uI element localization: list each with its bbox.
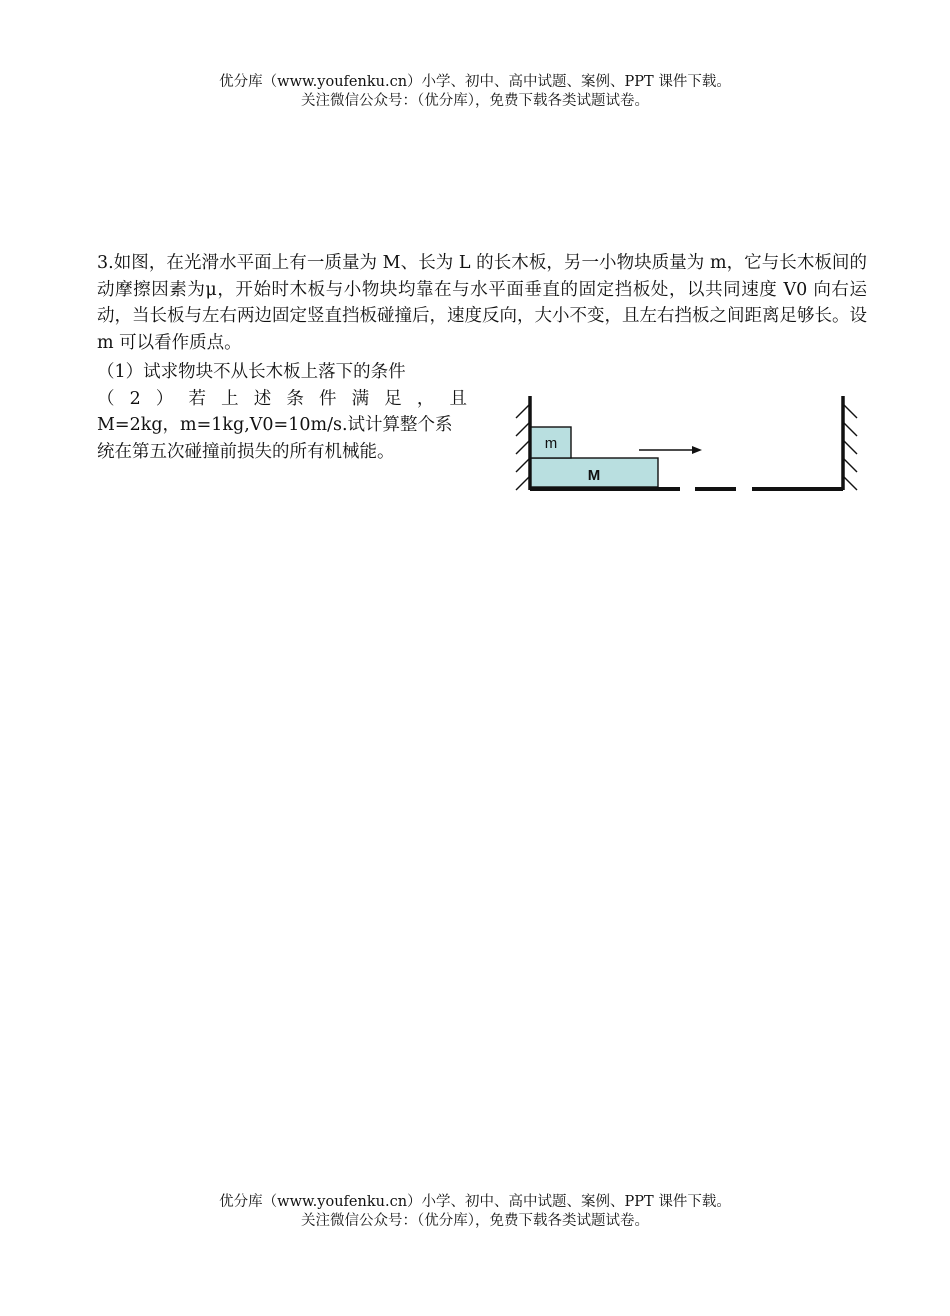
footer-line-2: 关注微信公众号：（优分库），免费下载各类试题试卷。 [301, 1213, 649, 1229]
board-M-label: M [587, 467, 601, 484]
arrow-right-icon [639, 446, 702, 454]
question-2-line-1: （2）若上述条件满足，且 [97, 388, 467, 409]
header-line-1: 优分库（www.youfenku.cn）小学、初中、高中试题、案例、PPT 课件下载。 [219, 74, 731, 90]
diagram-svg [512, 392, 864, 496]
left-wall [516, 396, 530, 490]
page-footer [0, 1193, 950, 1231]
sub-questions [97, 359, 467, 465]
page-header [0, 73, 950, 111]
problem-stem [97, 250, 867, 356]
block-m-label: m [544, 435, 558, 452]
header-line-2: 关注微信公众号：（优分库），免费下载各类试题试卷。 [301, 93, 649, 109]
footer-line-1: 优分库（www.youfenku.cn）小学、初中、高中试题、案例、PPT 课件下载。 [219, 1194, 731, 1210]
problem-text: 3.如图，在光滑水平面上有一质量为 M、长为 L 的长木板，另一小物块质量为 m，它与长木板间的动摩擦因素为μ，开始时木板与小物块均靠在与水平面垂直的固定挡板处，以共同速度 V0 向右运动，当长板与左右两边固定竖直挡板碰撞后，速度反向，大小不变，且左右挡板之间距离足够长。设 m 可以看作质点。 [97, 253, 867, 353]
question-2-line-2: M=2kg，m=1kg,V0=10m/s.试计算整个系 [97, 415, 453, 435]
question-1: （1）试求物块不从长木板上落下的条件 [97, 362, 406, 382]
physics-diagram [512, 392, 864, 496]
question-2-line-3: 统在第五次碰撞前损失的所有机械能。 [97, 441, 395, 462]
right-wall [843, 396, 857, 490]
